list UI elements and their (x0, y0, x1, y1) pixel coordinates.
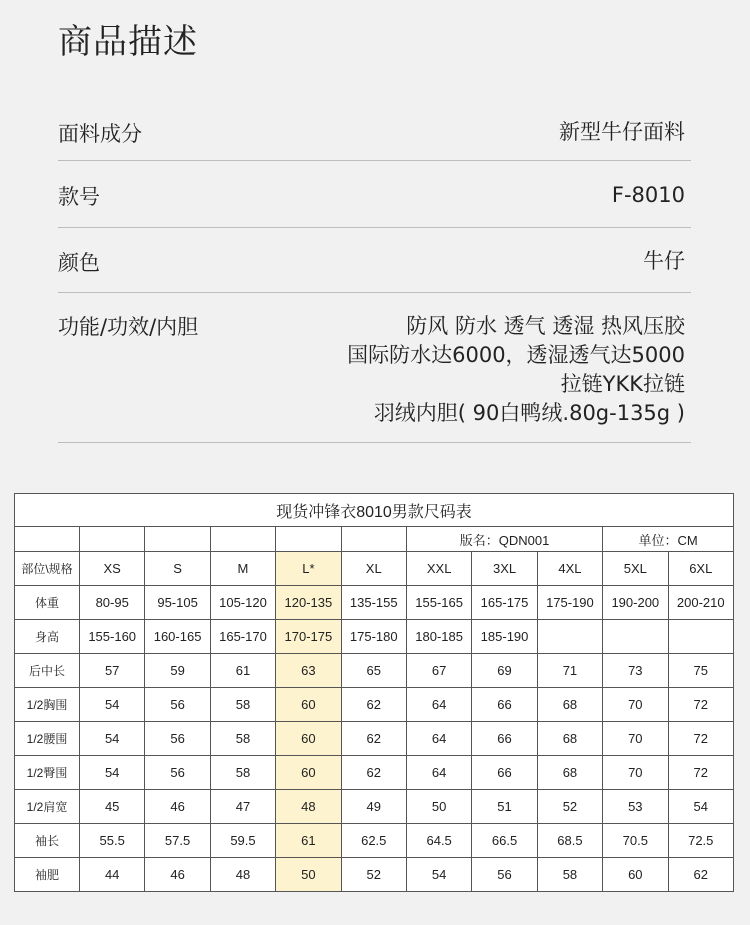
row-label: 1/2胸围 (15, 688, 80, 722)
table-cell: 62 (341, 688, 406, 722)
spec-value-line: 国际防水达6000，透湿透气达5000 (347, 343, 685, 367)
table-meta-row (15, 527, 734, 552)
size-header-cell: XXL (406, 552, 471, 586)
table-cell: 59.5 (210, 824, 275, 858)
size-header-cell: 5XL (603, 552, 668, 586)
row-label: 1/2臀围 (15, 756, 80, 790)
header-label: 部位\规格 (15, 552, 80, 586)
table-cell: 54 (668, 790, 733, 824)
table-cell: 51 (472, 790, 537, 824)
table-cell: 66 (472, 722, 537, 756)
table-cell: 155-160 (80, 620, 145, 654)
empty-cell (341, 527, 406, 552)
table-cell: 73 (603, 654, 668, 688)
table-row (15, 790, 734, 824)
spec-row-style-number (58, 161, 691, 228)
table-cell: 52 (537, 790, 602, 824)
table-cell: 95-105 (145, 586, 210, 620)
table-header-row (15, 552, 734, 586)
spec-row-color (58, 228, 691, 293)
size-header-cell: 3XL (472, 552, 537, 586)
table-row (15, 620, 734, 654)
size-header-cell: 4XL (537, 552, 602, 586)
table-cell: 60 (603, 858, 668, 892)
table-cell: 46 (145, 858, 210, 892)
table-cell: 80-95 (80, 586, 145, 620)
spec-value-line: 拉链YKK拉链 (560, 372, 685, 396)
table-cell: 64 (406, 756, 471, 790)
table-cell: 61 (210, 654, 275, 688)
table-cell: 57.5 (145, 824, 210, 858)
table-cell: 56 (145, 722, 210, 756)
table-cell: 54 (406, 858, 471, 892)
table-cell: 68 (537, 756, 602, 790)
unit-label: 单位：CM (603, 527, 734, 552)
table-cell: 53 (603, 790, 668, 824)
table-cell: 60 (276, 756, 341, 790)
table-row (15, 824, 734, 858)
table-cell: 135-155 (341, 586, 406, 620)
spec-label: 颜色 (58, 251, 100, 275)
row-label: 1/2腰围 (15, 722, 80, 756)
table-cell: 52 (341, 858, 406, 892)
table-cell: 58 (537, 858, 602, 892)
table-cell: 175-190 (537, 586, 602, 620)
spec-label: 面料成分 (58, 122, 142, 146)
table-row (15, 688, 734, 722)
table-cell: 56 (472, 858, 537, 892)
row-label: 袖肥 (15, 858, 80, 892)
spec-value-line: 羽绒内胆( 90白鸭绒.80g-135g ) (373, 401, 685, 425)
size-chart-table (14, 493, 734, 892)
table-cell: 70 (603, 688, 668, 722)
spec-row-fabric (58, 100, 691, 161)
spec-value-line: 防风 防水 透气 透湿 热风压胶 (406, 314, 685, 338)
table-cell: 72.5 (668, 824, 733, 858)
page-title: 商品描述 (58, 22, 198, 62)
empty-cell (276, 527, 341, 552)
row-label: 1/2肩宽 (15, 790, 80, 824)
size-header-cell: XS (80, 552, 145, 586)
table-cell: 61 (276, 824, 341, 858)
table-cell: 69 (472, 654, 537, 688)
table-cell: 60 (276, 722, 341, 756)
spec-value (612, 181, 685, 210)
table-cell: 70.5 (603, 824, 668, 858)
empty-cell (145, 527, 210, 552)
table-cell: 62 (668, 858, 733, 892)
empty-cell (15, 527, 80, 552)
spec-value (559, 118, 685, 147)
table-cell: 75 (668, 654, 733, 688)
spec-value-line: F-8010 (611, 183, 685, 207)
table-cell: 55.5 (80, 824, 145, 858)
table-cell: 71 (537, 654, 602, 688)
table-cell: 65 (341, 654, 406, 688)
table-cell: 200-210 (668, 586, 733, 620)
empty-cell (80, 527, 145, 552)
size-header-cell: L* (276, 552, 341, 586)
table-cell: 58 (210, 722, 275, 756)
spec-label: 款号 (58, 185, 100, 209)
spec-value (347, 312, 685, 428)
table-cell: 66 (472, 756, 537, 790)
row-label: 袖长 (15, 824, 80, 858)
table-cell: 64 (406, 722, 471, 756)
table-cell: 160-165 (145, 620, 210, 654)
table-cell: 67 (406, 654, 471, 688)
table-cell: 120-135 (276, 586, 341, 620)
table-cell: 62 (341, 722, 406, 756)
empty-cell (210, 527, 275, 552)
table-cell: 70 (603, 722, 668, 756)
table-cell: 63 (276, 654, 341, 688)
table-cell: 58 (210, 688, 275, 722)
row-label: 身高 (15, 620, 80, 654)
table-cell (537, 620, 602, 654)
table-cell: 48 (276, 790, 341, 824)
table-cell (603, 620, 668, 654)
table-cell: 190-200 (603, 586, 668, 620)
table-cell: 68 (537, 688, 602, 722)
table-cell: 45 (80, 790, 145, 824)
table-cell: 54 (80, 756, 145, 790)
table-row (15, 858, 734, 892)
spec-label: 功能/功效/内胆 (58, 315, 199, 339)
size-header-cell: 6XL (668, 552, 733, 586)
table-title-row (15, 494, 734, 527)
table-cell: 180-185 (406, 620, 471, 654)
size-chart-title: 现货冲锋衣8010男款尺码表 (15, 494, 734, 527)
table-cell: 44 (80, 858, 145, 892)
table-cell: 165-175 (472, 586, 537, 620)
spec-value-line: 牛仔 (643, 249, 685, 273)
table-row (15, 586, 734, 620)
size-header-cell: M (210, 552, 275, 586)
table-cell: 165-170 (210, 620, 275, 654)
table-cell: 175-180 (341, 620, 406, 654)
table-cell: 155-165 (406, 586, 471, 620)
row-label: 后中长 (15, 654, 80, 688)
table-cell: 58 (210, 756, 275, 790)
table-cell: 54 (80, 688, 145, 722)
table-cell: 60 (276, 688, 341, 722)
table-cell: 48 (210, 858, 275, 892)
table-cell: 72 (668, 756, 733, 790)
table-cell: 50 (276, 858, 341, 892)
table-cell: 62 (341, 756, 406, 790)
table-cell: 185-190 (472, 620, 537, 654)
table-row (15, 654, 734, 688)
table-cell: 62.5 (341, 824, 406, 858)
table-cell: 57 (80, 654, 145, 688)
table-row (15, 722, 734, 756)
version-label: 版名：QDN001 (406, 527, 602, 552)
table-cell: 170-175 (276, 620, 341, 654)
table-cell: 56 (145, 756, 210, 790)
table-cell: 72 (668, 722, 733, 756)
table-cell: 72 (668, 688, 733, 722)
spec-value (643, 247, 685, 276)
table-cell: 68 (537, 722, 602, 756)
table-cell: 56 (145, 688, 210, 722)
table-cell: 49 (341, 790, 406, 824)
table-cell (668, 620, 733, 654)
size-header-cell: S (145, 552, 210, 586)
spec-value-line: 新型牛仔面料 (559, 120, 685, 144)
table-cell: 54 (80, 722, 145, 756)
table-cell: 70 (603, 756, 668, 790)
table-cell: 66 (472, 688, 537, 722)
table-cell: 47 (210, 790, 275, 824)
row-label: 体重 (15, 586, 80, 620)
spec-row-function (58, 293, 691, 443)
table-cell: 50 (406, 790, 471, 824)
table-cell: 59 (145, 654, 210, 688)
table-cell: 68.5 (537, 824, 602, 858)
table-cell: 46 (145, 790, 210, 824)
table-cell: 105-120 (210, 586, 275, 620)
size-header-cell: XL (341, 552, 406, 586)
table-cell: 64.5 (406, 824, 471, 858)
table-row (15, 756, 734, 790)
table-cell: 64 (406, 688, 471, 722)
table-cell: 66.5 (472, 824, 537, 858)
